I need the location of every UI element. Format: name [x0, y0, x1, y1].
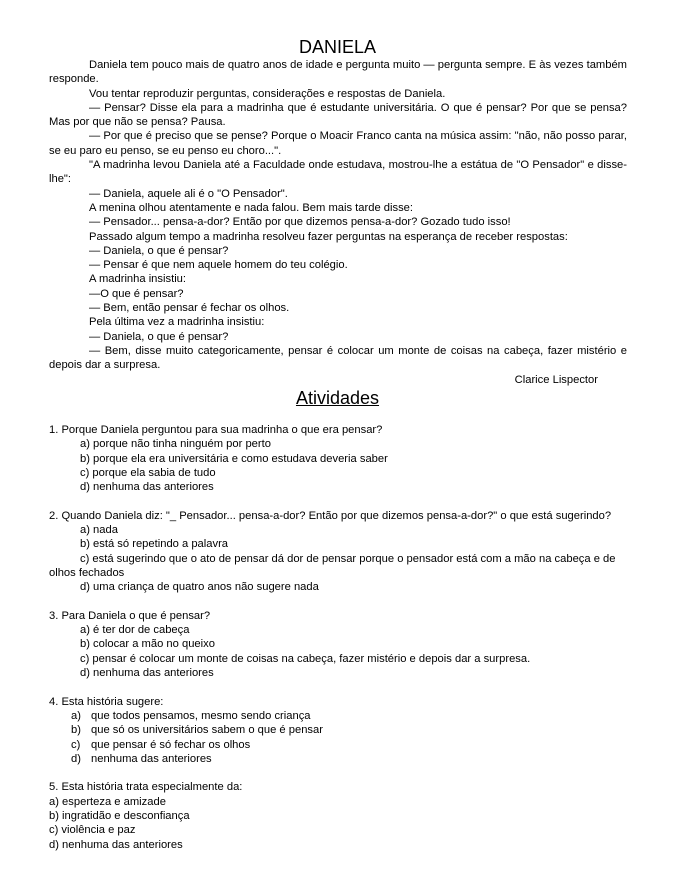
option-letter: d)	[71, 752, 81, 765]
answer-option: b) está só repetindo a palavra	[80, 538, 229, 551]
answer-option: a) é ter dor de cabeça	[80, 624, 190, 637]
answer-option: d) nenhuma das anteriores	[80, 481, 214, 494]
story-author: Clarice Lispector	[514, 373, 598, 386]
option-text: que todos pensamos, mesmo sendo criança	[91, 709, 311, 722]
story-paragraph: — Daniela, o que é pensar?	[89, 330, 229, 343]
answer-option: d) uma criança de quatro anos não sugere nada	[80, 581, 319, 594]
story-paragraph: — Pensador... pensa-a-dor? Então por que dizemos pensa-a-dor? Gozado tudo isso!	[89, 216, 511, 229]
answer-option: a) nada	[80, 524, 118, 537]
story-paragraph: "A madrinha levou Daniela até a Faculdade onde estudava, mostrou-lhe a estátua de "O Pensador" e disse-lhe":	[49, 159, 627, 186]
question-text: 2. Quando Daniela diz: "_ Pensador... pensa-a-dor? Então por que dizemos pensa-a-dor?" o que está sugerindo?	[49, 509, 612, 522]
option-letter: b)	[71, 724, 81, 737]
question-4	[49, 695, 627, 766]
question-3	[49, 609, 627, 680]
option-letter: c)	[71, 738, 81, 751]
option-text: que só os universitários sabem o que é pensar	[91, 724, 323, 737]
story-title: DANIELA	[298, 37, 377, 57]
story-paragraph: Daniela tem pouco mais de quatro anos de idade e pergunta muito — pergunta sempre. E às vezes também responde.	[49, 59, 627, 86]
answer-option: b) colocar a mão no queixo	[80, 638, 215, 651]
story-paragraph: — Daniela, aquele ali é o "O Pensador".	[89, 187, 288, 200]
option-text: nenhuma das anteriores	[91, 752, 212, 765]
question-text: 1. Porque Daniela perguntou para sua madrinha o que era pensar?	[49, 424, 383, 436]
story-paragraph: — Por que é preciso que se pense? Porque o Moacir Franco canta na música assim: "não, não posso parar, se eu paro eu penso, se eu penso eu choro...".	[49, 130, 627, 157]
answer-option	[49, 723, 627, 737]
answer-option: c) violência e paz	[49, 824, 136, 837]
story-paragraph: — Daniela, o que é pensar?	[89, 244, 229, 257]
question-text: 5. Esta história trata especialmente da:	[49, 781, 243, 794]
story-paragraph: Pela última vez a madrinha insistiu:	[89, 316, 265, 329]
option-letter: a)	[71, 709, 81, 722]
answer-option: c) pensar é colocar um monte de coisas na cabeça, fazer mistério e depois dar a surpresa.	[80, 652, 531, 665]
answer-option: b) ingratidão e desconfiança	[49, 810, 190, 823]
answer-option: a) esperteza e amizade	[49, 795, 166, 808]
answer-option: c) está sugerindo que o ato de pensar dá dor de pensar porque o pensador está com a mão na cabeça e de olhos fechados	[49, 552, 616, 579]
story-paragraph: Vou tentar reproduzir perguntas, considerações e respostas de Daniela.	[89, 87, 446, 100]
answer-option: a) porque não tinha ninguém por perto	[80, 438, 271, 451]
question-1	[49, 423, 627, 494]
story-paragraph: Passado algum tempo a madrinha resolveu fazer perguntas na esperança de receber respostas:	[89, 230, 568, 243]
story-paragraph: — Bem, então pensar é fechar os olhos.	[89, 302, 290, 315]
answer-option: c) porque ela sabia de tudo	[80, 466, 216, 479]
story-paragraph: — Pensar é que nem aquele homem do teu colégio.	[89, 259, 348, 272]
question-5	[49, 780, 627, 851]
story-paragraph: — Pensar? Disse ela para a madrinha que é estudante universitária. O que é pensar? Por que se pensa?Mas por que não se pensa? Pausa.	[49, 101, 627, 129]
story-paragraph: A menina olhou atentamente e nada falou. Bem mais tarde disse:	[89, 201, 414, 214]
activities-list	[49, 423, 627, 866]
answer-option: b) porque ela era universitária e como estudava deveria saber	[80, 452, 388, 465]
answer-option: d) nenhuma das anteriores	[49, 838, 183, 851]
answer-option	[49, 738, 627, 752]
question-text: 4. Esta história sugere:	[49, 695, 164, 708]
activities-title: Atividades	[295, 388, 380, 408]
answer-option	[49, 709, 627, 723]
story-paragraph: A madrinha insistiu:	[89, 273, 187, 286]
option-text: que pensar é só fechar os olhos	[91, 738, 251, 751]
story-paragraph: —O que é pensar?	[89, 287, 184, 300]
story-text	[49, 58, 627, 387]
story-paragraph: — Bem, disse muito categoricamente, pensar é colocar um monte de coisas na cabeça, fazer mistério e depois dar a surpresa.	[49, 344, 627, 372]
answer-option	[49, 752, 627, 766]
question-2	[49, 509, 627, 595]
answer-option: d) nenhuma das anteriores	[80, 667, 214, 680]
question-text: 3. Para Daniela o que é pensar?	[49, 609, 211, 622]
